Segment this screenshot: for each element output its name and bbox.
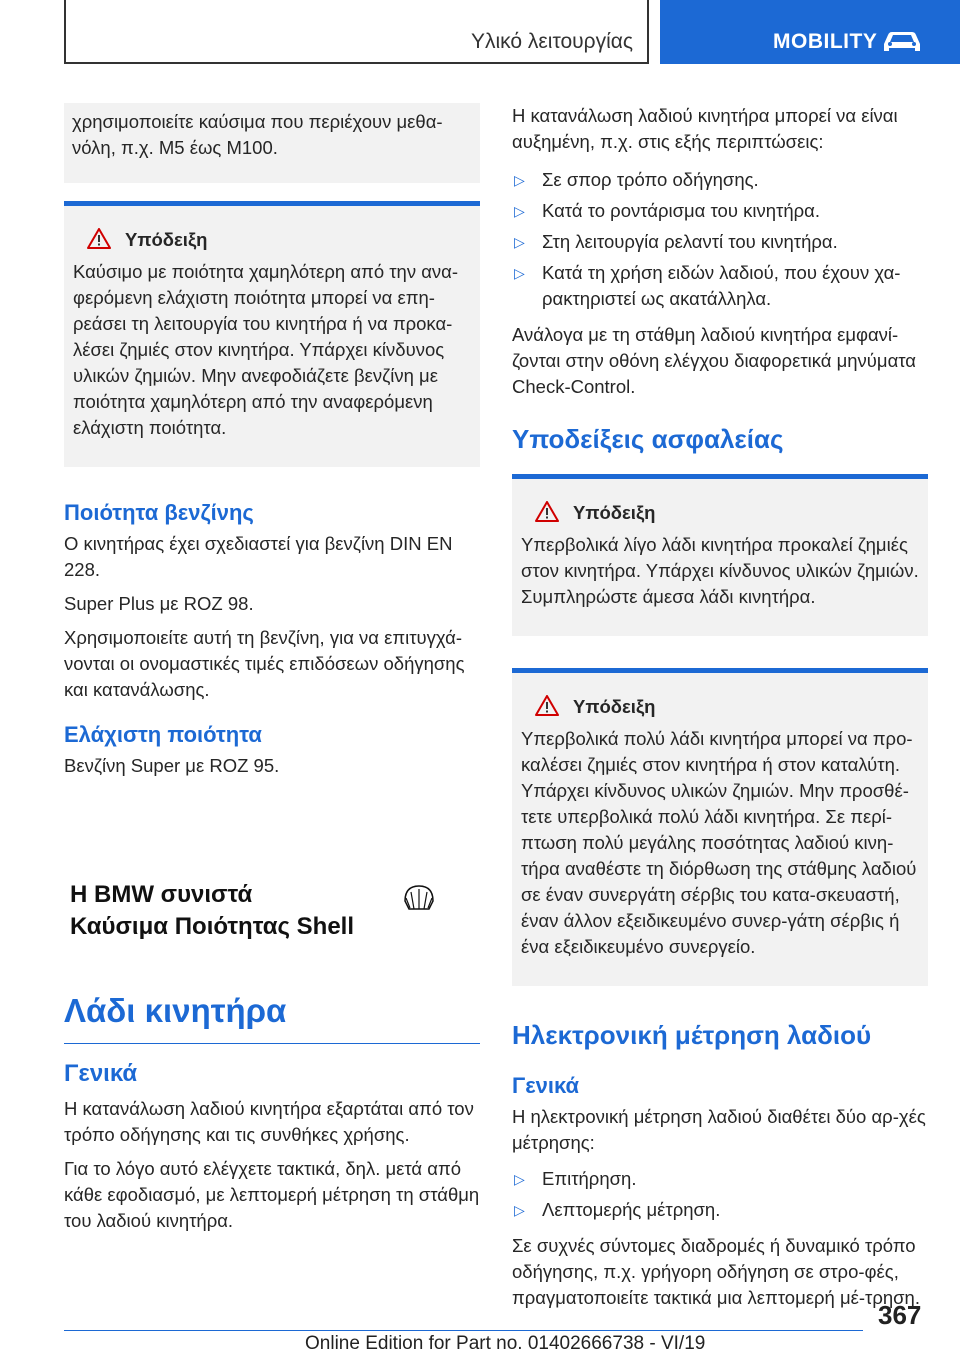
right-column: [512, 103, 928, 1319]
oil-general-heading: Γενικά: [64, 1060, 138, 1087]
section-title: Υλικό λειτουργίας: [471, 30, 633, 53]
oil-p2: Για το λόγο αυτό ελέγχετε τακτικά, δηλ. μετά από κάθε εφοδιασμό, με λεπτομερή μέτρηση τη στάθμη του λαδιού κινητήρα.: [64, 1158, 480, 1231]
electronic-measurement-heading: Ηλεκτρονική μέτρηση λαδιού: [512, 1020, 872, 1050]
consumption-intro: Η κατανάλωση λαδιού κινητήρα μπορεί να είναι αυξημένη, π.χ. στις εξής περιπτώσεις:: [512, 105, 898, 152]
electronic-general-heading: Γενικά: [512, 1073, 580, 1098]
car-icon: [880, 28, 924, 59]
list-item: ▷ Λεπτομερής μέτρηση.: [512, 1197, 928, 1223]
list-item: ▷ Στη λειτουργία ρελαντί του κινητήρα.: [512, 229, 928, 255]
warning-icon: [535, 501, 559, 522]
notice-low-oil: [512, 474, 928, 636]
header-section-box: [64, 0, 649, 64]
oil-chapter-title: Λάδι κινητήρα: [64, 989, 480, 1044]
mobility-label: MOBILITY: [773, 30, 878, 53]
notice-text: Υπερβολικά πολύ λάδι κινητήρα μπορεί να προ-καλέσει ζημιές στον κινητήρα ή στον καταλύτη. Υπάρχει κίνδυνος υλικών ζημιών. Μην προσθέ-τετε υπερβολικά πολύ λάδι κινητήρα. Σε περί-πτωση πολύ μεγάλης ποσότητας λαδιού κινη-τήρα αναθέστε τη διόρθωση της στάθμης λαδιού σε έναν συνεργάτη σέρβις του κατα-σκευαστή, έναν άλλον εξειδικευμένο συνερ-γάτη σέρβις ή ένα εξειδικευμένο συνεργείο.: [521, 728, 917, 957]
intro-box: [64, 103, 480, 183]
edition-text: Online Edition for Part no. 01402666738 - VI/19: [305, 1333, 706, 1354]
left-column: [64, 103, 480, 1242]
min-quality-heading: Ελάχιστη ποιότητα: [64, 722, 262, 747]
fuel-quality-p3: Χρησιμοποιείτε αυτή τη βενζίνη, για να επιτυγχά-νονται οι ονομαστικές τιμές επιδόσεων οδήγησης και κατανάλωσης.: [64, 627, 465, 700]
bullet-triangle-icon: ▷: [514, 265, 525, 281]
electronic-p1: Η ηλεκτρονική μέτρηση λαδιού διαθέτει δύο αρ-χές μέτρησης:: [512, 1106, 926, 1153]
notice-title: Υπόδειξη: [125, 229, 208, 250]
list-item: ▷ Σε σπορ τρόπο οδήγησης.: [512, 167, 928, 193]
notice-text: Καύσιμο με ποιότητα χαμηλότερη από την ανα-φερόμενη ελάχιστη ποιότητα μπορεί να επη-ρεάσει τη λειτουργία του κινητήρα ή να προκα-λέσει ζημιές στον κινητήρα. Υπάρχει κίνδυνος υλικών ζημιών. Μην ανεφοδιάζετε βενζίνη με ποιότητα χαμηλότερη από την αναφερόμενη ελάχιστη ποιότητα.: [73, 261, 459, 438]
notice-title: Υπόδειξη: [573, 502, 656, 523]
bullet-triangle-icon: ▷: [514, 172, 525, 188]
notice-excess-oil: [512, 668, 928, 986]
fuel-quality-p1: Ο κινητήρας έχει σχεδιαστεί για βενζίνη DIN EN 228.: [64, 533, 453, 580]
bullet-triangle-icon: ▷: [514, 234, 525, 250]
check-control-text: Ανάλογα με τη στάθμη λαδιού κινητήρα εμφανί-ζονται στην οθόνη ελέγχου διαφορετικά μηνύματα Check-Control.: [512, 324, 917, 397]
bullet-triangle-icon: ▷: [514, 203, 525, 219]
oil-p1: Η κατανάλωση λαδιού κινητήρα εξαρτάται από τον τρόπο οδήγησης και τις συνθήκες χρήσης.: [64, 1098, 474, 1145]
notice-text: Υπερβολικά λίγο λάδι κινητήρα προκαλεί ζημιές στον κινητήρα. Υπάρχει κίνδυνος υλικών ζημιών. Συμπληρώστε άμεσα λάδι κινητήρα.: [521, 534, 919, 607]
warning-icon: [87, 228, 111, 249]
page-number: 367: [878, 1300, 922, 1330]
electronic-p2: Σε συχνές σύντομες διαδρομές ή δυναμικό τρόπο οδήγησης, π.χ. γρήγορη οδήγηση σε στρο-φές, πραγματοποιείτε τακτικά μια λεπτομερή μέ-τρηση.: [512, 1235, 920, 1308]
warning-icon: [535, 695, 559, 716]
shell-line1: H BMW συνιστά: [70, 881, 253, 908]
shell-logo-icon: [402, 883, 436, 918]
consumption-cases-list: [512, 167, 928, 312]
bullet-triangle-icon: ▷: [514, 1202, 525, 1218]
intro-text: χρησιμοποιείτε καύσιμα που περιέχουν μεθα-νόλη, π.χ. M5 έως M100.: [72, 111, 443, 158]
min-quality-p1: Βενζίνη Super με ROZ 95.: [64, 755, 280, 776]
notice-fuel-quality: [64, 201, 480, 467]
list-item: ▷ Κατά τη χρήση ειδών λαδιού, που έχουν χα-ρακτηριστεί ως ακατάλληλα.: [514, 262, 901, 309]
footer-divider: [64, 1330, 863, 1331]
mobility-badge[interactable]: [660, 0, 960, 64]
list-item: ▷ Κατά το ροντάρισμα του κινητήρα.: [512, 198, 928, 224]
measurement-list: [512, 1166, 928, 1223]
list-item: ▷ Επιτήρηση.: [512, 1166, 928, 1192]
shell-ad: [70, 809, 480, 989]
fuel-quality-p2: Super Plus με ROZ 98.: [64, 593, 254, 614]
notice-title: Υπόδειξη: [573, 696, 656, 717]
bullet-triangle-icon: ▷: [514, 1171, 525, 1187]
shell-line2: Καύσιμα Ποιότητας Shell: [70, 913, 355, 940]
fuel-quality-heading: Ποιότητα βενζίνης: [64, 500, 254, 525]
safety-heading: Υποδείξεις ασφαλείας: [512, 424, 784, 454]
